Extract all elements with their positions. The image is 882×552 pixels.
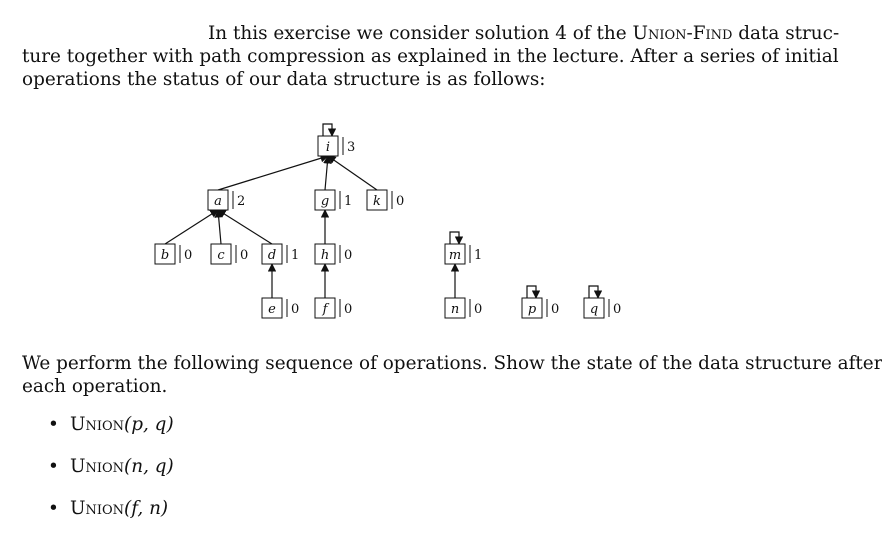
union-find-term: Union-Find: [632, 23, 733, 44]
node-label: a: [214, 194, 222, 209]
node-m: [445, 244, 482, 264]
bullet-icon: •: [48, 414, 59, 435]
node-label: g: [320, 194, 330, 209]
node-label: b: [160, 248, 170, 263]
ops-intro-line-2: each operation.: [22, 376, 168, 397]
node-k: [367, 190, 404, 210]
node-p: [522, 298, 559, 318]
edge-g-to-i: [325, 156, 328, 190]
node-c: [211, 244, 248, 264]
bullet-icon: •: [48, 456, 59, 477]
node-n: [445, 298, 482, 318]
self-loop-m: [450, 232, 459, 244]
node-rank: 0: [613, 302, 622, 317]
node-a: [208, 190, 245, 210]
node-rank: 0: [344, 248, 353, 263]
node-rank: 3: [347, 140, 356, 155]
node-rank: 0: [474, 302, 483, 317]
node-e: [262, 298, 299, 318]
intro-paragraph: [22, 22, 840, 91]
operation-name: Union: [70, 456, 125, 477]
node-label: d: [267, 248, 277, 263]
node-label: q: [589, 302, 599, 317]
edge-b-to-a: [165, 210, 218, 244]
node-rank: 1: [474, 248, 483, 263]
operations-list: [48, 412, 174, 538]
operation-args: (p, q): [124, 414, 174, 435]
node-label: m: [448, 248, 462, 263]
intro-line-1: In this exercise we consider solution 4 of the Union-Find data struc-: [208, 23, 840, 44]
node-label: f: [322, 302, 328, 317]
node-label: n: [450, 302, 460, 317]
edge-d-to-a: [218, 210, 272, 244]
node-label: p: [527, 302, 537, 317]
node-label: k: [373, 194, 381, 209]
forest-edges: [165, 124, 598, 298]
node-i: [318, 136, 355, 156]
node-rank: 0: [184, 248, 193, 263]
bullet-icon: •: [48, 498, 59, 519]
node-rank: 0: [551, 302, 560, 317]
operations-intro-paragraph: [22, 352, 882, 398]
node-label: c: [217, 248, 225, 263]
forest-nodes: [155, 136, 621, 318]
operation-name: Union: [70, 414, 125, 435]
self-loop-p: [527, 286, 536, 298]
node-rank: 1: [291, 248, 300, 263]
intro-line-3: operations the status of our data structure is as follows:: [22, 69, 546, 90]
node-rank: 0: [240, 248, 249, 263]
node-g: [315, 190, 352, 210]
node-h: [315, 244, 352, 264]
ops-intro-line-1: We perform the following sequence of operations. Show the state of the data structure after: [22, 353, 882, 374]
edge-k-to-i: [328, 156, 377, 190]
operation-args: (n, q): [124, 456, 174, 477]
node-f: [315, 298, 352, 318]
intro-line-2: ture together with path compression as explained in the lecture. After a series of initial: [22, 46, 839, 67]
forest-diagram: [140, 102, 660, 342]
operation-item: [48, 454, 174, 496]
node-b: [155, 244, 192, 264]
node-q: [584, 298, 621, 318]
node-rank: 1: [344, 194, 353, 209]
node-rank: 0: [344, 302, 353, 317]
operation-item: [48, 412, 174, 454]
node-label: h: [320, 248, 330, 263]
self-loop-i: [323, 124, 332, 136]
node-d: [262, 244, 299, 264]
edge-c-to-a: [218, 210, 221, 244]
operation-args: (f, n): [124, 498, 169, 519]
node-rank: 0: [396, 194, 405, 209]
operation-name: Union: [70, 498, 125, 519]
operation-item: [48, 496, 174, 538]
self-loop-q: [589, 286, 598, 298]
node-rank: 2: [237, 194, 246, 209]
union-find-forest-figure: [140, 102, 660, 342]
node-label: i: [325, 140, 331, 155]
edge-a-to-i: [218, 156, 328, 190]
node-rank: 0: [291, 302, 300, 317]
node-label: e: [268, 302, 276, 317]
